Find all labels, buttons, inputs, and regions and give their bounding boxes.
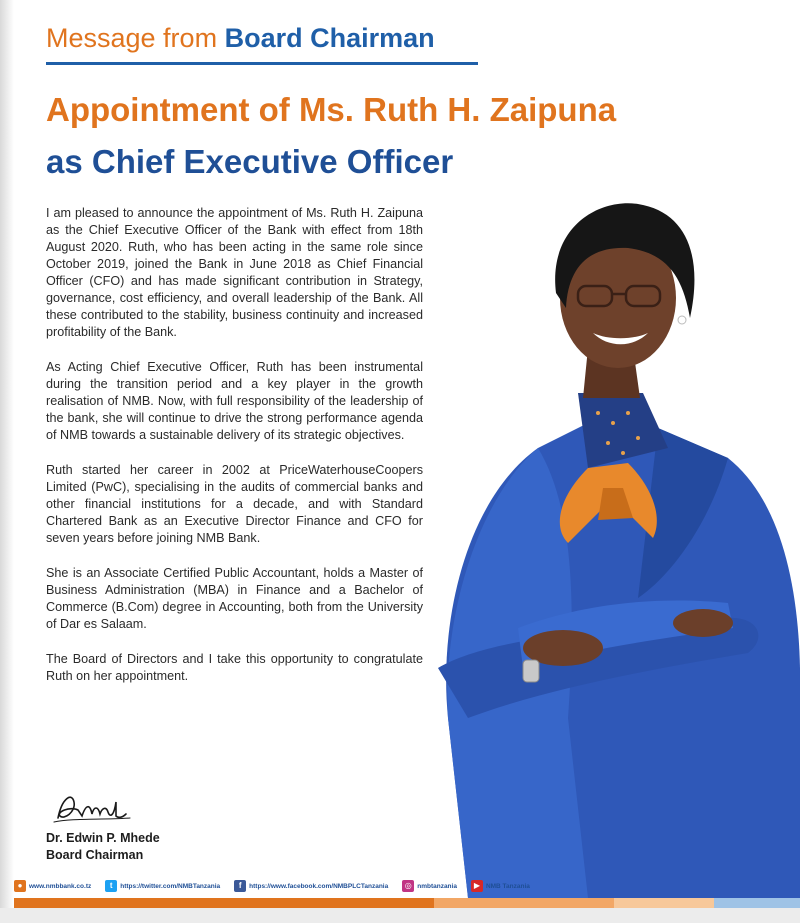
page-bottom-strip <box>0 908 800 923</box>
twitter-icon: t <box>105 880 117 892</box>
page-title <box>46 84 746 188</box>
bottom-color-bar <box>14 898 800 908</box>
footer-twitter-text: https://twitter.com/NMBTanzania <box>120 882 221 890</box>
title-line-1: Appointment of Ms. Ruth H. Zaipuna <box>46 91 617 128</box>
facebook-icon: f <box>234 880 246 892</box>
bar-segment-blue <box>714 898 800 908</box>
footer-youtube-text: NMB Tanzania <box>485 882 530 890</box>
footer-facebook-text: https://www.facebook.com/NMBPLCTanzania <box>249 882 389 890</box>
bar-segment-peach <box>614 898 714 908</box>
bar-segment-light-orange <box>434 898 614 908</box>
paragraph-2: As Acting Chief Executive Officer, Ruth has been instrumental during the transition period and a key player in the growth realisation of NMB. Now, with full responsibility of the leadership of the bank, she will continue to drive the strong performance agenda of NMB towards a sustainable delivery of its strategic objectives. <box>46 360 423 442</box>
paragraph-3: Ruth started her career in 2002 at PriceWaterhouseCoopers Limited (PwC), specialising in the audits of commercial banks and other financial institutions for a decade, and with Standard Chartered Bank as an Executive Director Finance and CFO for seven years before joining NMB Bank. <box>46 463 423 545</box>
section-header-emphasis: Board Chairman <box>224 23 435 53</box>
footer-instagram-text: nmbtanzania <box>417 882 457 890</box>
page-edge-shadow <box>0 0 14 923</box>
title-line-2: as Chief Executive Officer <box>46 143 454 180</box>
web-icon: ● <box>14 880 26 892</box>
instagram-icon: ◎ <box>402 880 414 892</box>
signatory-name: Dr. Edwin P. Mhede <box>46 831 160 845</box>
footer-social-links <box>14 876 800 896</box>
youtube-icon: ▶ <box>471 880 483 892</box>
footer-item-twitter[interactable] <box>105 880 220 892</box>
paragraph-4: She is an Associate Certified Public Accountant, holds a Master of Business Administration (MBA) in Finance and a Bachelor of Commerce (B.Com) degree in Accounting, both from the University of Dar es Salaam. <box>46 566 423 631</box>
bar-segment-orange <box>14 898 434 908</box>
ceo-portrait <box>428 198 800 898</box>
footer-item-youtube[interactable] <box>471 880 530 892</box>
header-underline <box>46 62 478 65</box>
signatory-title: Board Chairman <box>46 848 144 862</box>
announcement-body <box>46 205 423 703</box>
footer-web-text: www.nmbbank.co.tz <box>29 882 92 890</box>
handwritten-signature <box>52 788 132 833</box>
paragraph-5: The Board of Directors and I take this opportunity to congratulate Ruth on her appointment. <box>46 652 423 683</box>
section-header <box>46 8 435 68</box>
footer-item-facebook[interactable] <box>234 880 388 892</box>
footer-item-instagram[interactable] <box>402 880 457 892</box>
paragraph-1: I am pleased to announce the appointment of Ms. Ruth H. Zaipuna as the Chief Executive Officer of the Bank with effect from 18th August 2020. Ruth, who has been acting in the same role since October 2019, joined the Bank in June 2018 as Chief Financial Officer (CFO) and has made significant contribution in Strategy, governance, cost efficiency, and overall leadership of the Bank. All these contributed to the stability, business continuity and increased profitability of the Bank. <box>46 206 423 339</box>
footer-item-web[interactable] <box>14 880 91 892</box>
section-header-prefix: Message from <box>46 23 218 53</box>
